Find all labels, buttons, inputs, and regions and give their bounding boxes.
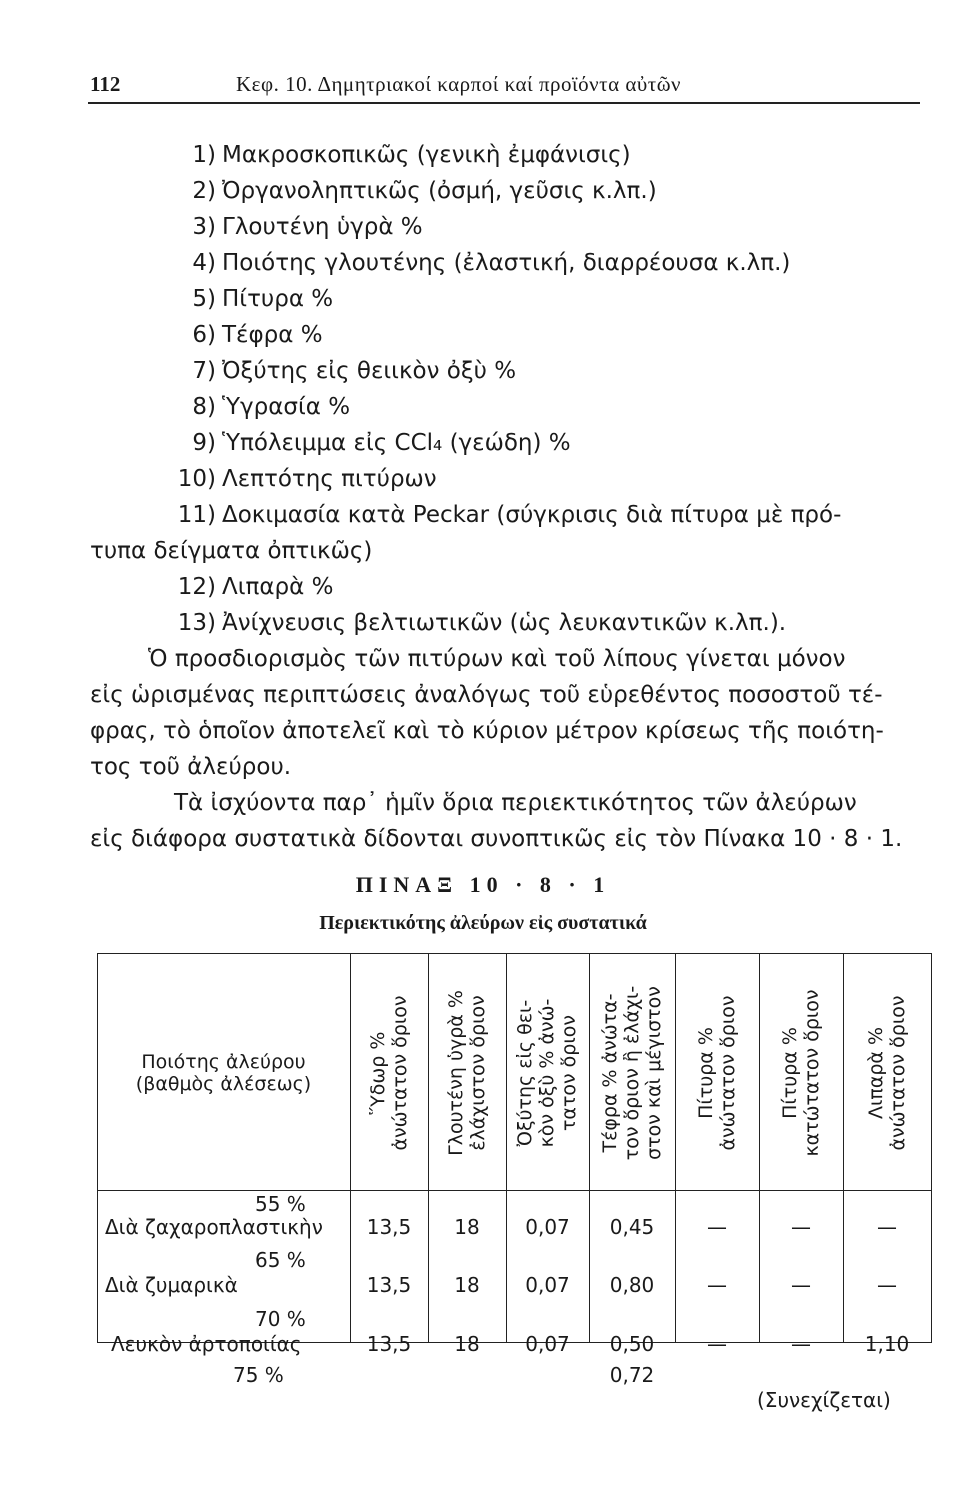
paragraph-line: εἰς ὡρισμένας περιπτώσεις ἀναλόγως τοῦ εὑρεθέντος ποσοστοῦ τέ- [90,682,883,708]
list-item: 11) Δοκιμασία κατὰ Peckar (σύγκρισις διὰ πίτυρα μὲ πρό- [177,502,842,528]
row-percent: 65 % [255,1248,306,1272]
table-cell: 0,07 [525,1215,570,1239]
continued-note: (Συνεχίζεται) [757,1388,891,1412]
table-cell: 18 [454,1215,480,1239]
paragraph-line: φρας, τὸ ὁποῖον ἀποτελεῖ καὶ τὸ κύριον μέτρον κρίσεως τῆς ποιότη- [90,718,884,744]
paragraph-line: τος τοῦ ἀλεύρου. [90,754,292,780]
list-item: 10) Λεπτότης πιτύρων [177,466,437,492]
running-title: Κεφ. 10. Δημητριακοί καρποί καί προϊόντα αὐτῶν [236,72,682,96]
table-cell: — [707,1215,727,1239]
row-percent: 75 % [233,1363,284,1387]
list-item: 8) Ὑγρασία % [192,394,351,420]
list-item: 6) Τέφρα % [192,322,323,348]
table-cell: — [707,1332,727,1356]
table-cell: 0,72 [609,1363,655,1387]
table-cell: 18 [454,1273,480,1297]
table-cell: 0,50 [609,1332,655,1356]
running-header [88,68,920,104]
column-header: Ὕδωρ % ἀνώτατον ὅριον [367,995,411,1151]
row-label: Διὰ ζαχαροπλαστικὴν [105,1215,323,1239]
table-cell: — [791,1273,811,1297]
column-header: Λιπαρὰ % ἀνώτατον ὅριον [865,995,909,1151]
table-cell: 13,5 [366,1215,412,1239]
list-item: 1) Μακροσκοπικῶς (γενικὴ ἐμφάνισις) [192,142,631,168]
page-number: 112 [90,72,121,96]
table-title: ΠΙΝΑΞ 10 · 8 · 1 [355,872,611,897]
list-item: 4) Ποιότης γλουτένης (ἐλαστική, διαρρέουσα κ.λπ.) [192,250,791,276]
table-cell: 1,10 [864,1332,910,1356]
header-divider [97,1190,932,1191]
list-item: 2) Ὀργανοληπτικῶς (ὀσμή, γεῦσις κ.λπ.) [192,178,657,204]
table-cell: 0,80 [609,1273,655,1297]
list-item: 12) Λιπαρὰ % [177,574,334,600]
table-cell: — [707,1273,727,1297]
row-label: Διὰ ζυμαρικὰ [105,1273,238,1297]
row-label: Λευκὸν ἀρτοποιίας [111,1332,302,1356]
table-cell: 0,07 [525,1273,570,1297]
list-item: 7) Ὀξύτης εἰς θειικὸν ὀξὺ % [192,358,517,384]
table-cell: 0,45 [609,1215,655,1239]
row-percent: 55 % [255,1192,306,1216]
list-item-continuation: τυπα δείγματα ὀπτικῶς) [90,538,373,564]
table-cell: — [877,1215,897,1239]
paragraph-line: εἰς διάφορα συστατικὰ δίδονται συνοπτικῶς εἰς τὸν Πίνακα 10 · 8 · 1. [90,826,903,852]
list-item: 9) Ὑπόλειμμα εἰς CCl₄ (γεώδη) % [192,430,571,456]
row-header: Ποιότης ἀλεύρου (βαθμὸς ἀλέσεως) [135,1051,312,1095]
table-cell: — [877,1273,897,1297]
column-header: Τέφρα % ἀνώτα- τον ὅριον ἢ ἐλάχι- στον καὶ μέγιστον [599,985,665,1161]
row-percent: 70 % [255,1307,306,1331]
column-header: Ὀξύτης εἰς θει- κὸν ὀξὺ % ἀνώ- τατον ὅριον [514,998,580,1148]
table-cell: — [791,1332,811,1356]
column-header: Πίτυρα % ἀνώτατον ὅριον [695,995,739,1151]
list-item: 13) Ἀνίχνευσις βελτιωτικῶν (ὡς λευκαντικῶν κ.λπ.). [177,610,787,636]
column-header: Πίτυρα % κατώτατον ὅριον [779,989,823,1157]
paragraph-line: Ὁ προσδιορισμὸς τῶν πιτύρων καὶ τοῦ λίπους γίνεται μόνον [148,646,846,672]
table-cell: — [791,1215,811,1239]
paragraph-line: Τὰ ἰσχύοντα παρ᾽ ἡμῖν ὅρια περιεκτικότητος τῶν ἀλεύρων [174,790,857,816]
list-item: 5) Πίτυρα % [192,286,334,312]
data-table [97,953,932,1390]
table-cell: 0,07 [525,1332,570,1356]
table-cell: 18 [454,1332,480,1356]
table-caption: Περιεκτικότης ἀλεύρων εἰς συστατικά [319,912,647,934]
table-cell: 13,5 [366,1332,412,1356]
list-item: 3) Γλουτένη ὑγρὰ % [192,214,423,240]
column-header: Γλουτένη ὑγρὰ % ἐλάχιστον ὅριον [445,990,489,1156]
table-cell: 13,5 [366,1273,412,1297]
